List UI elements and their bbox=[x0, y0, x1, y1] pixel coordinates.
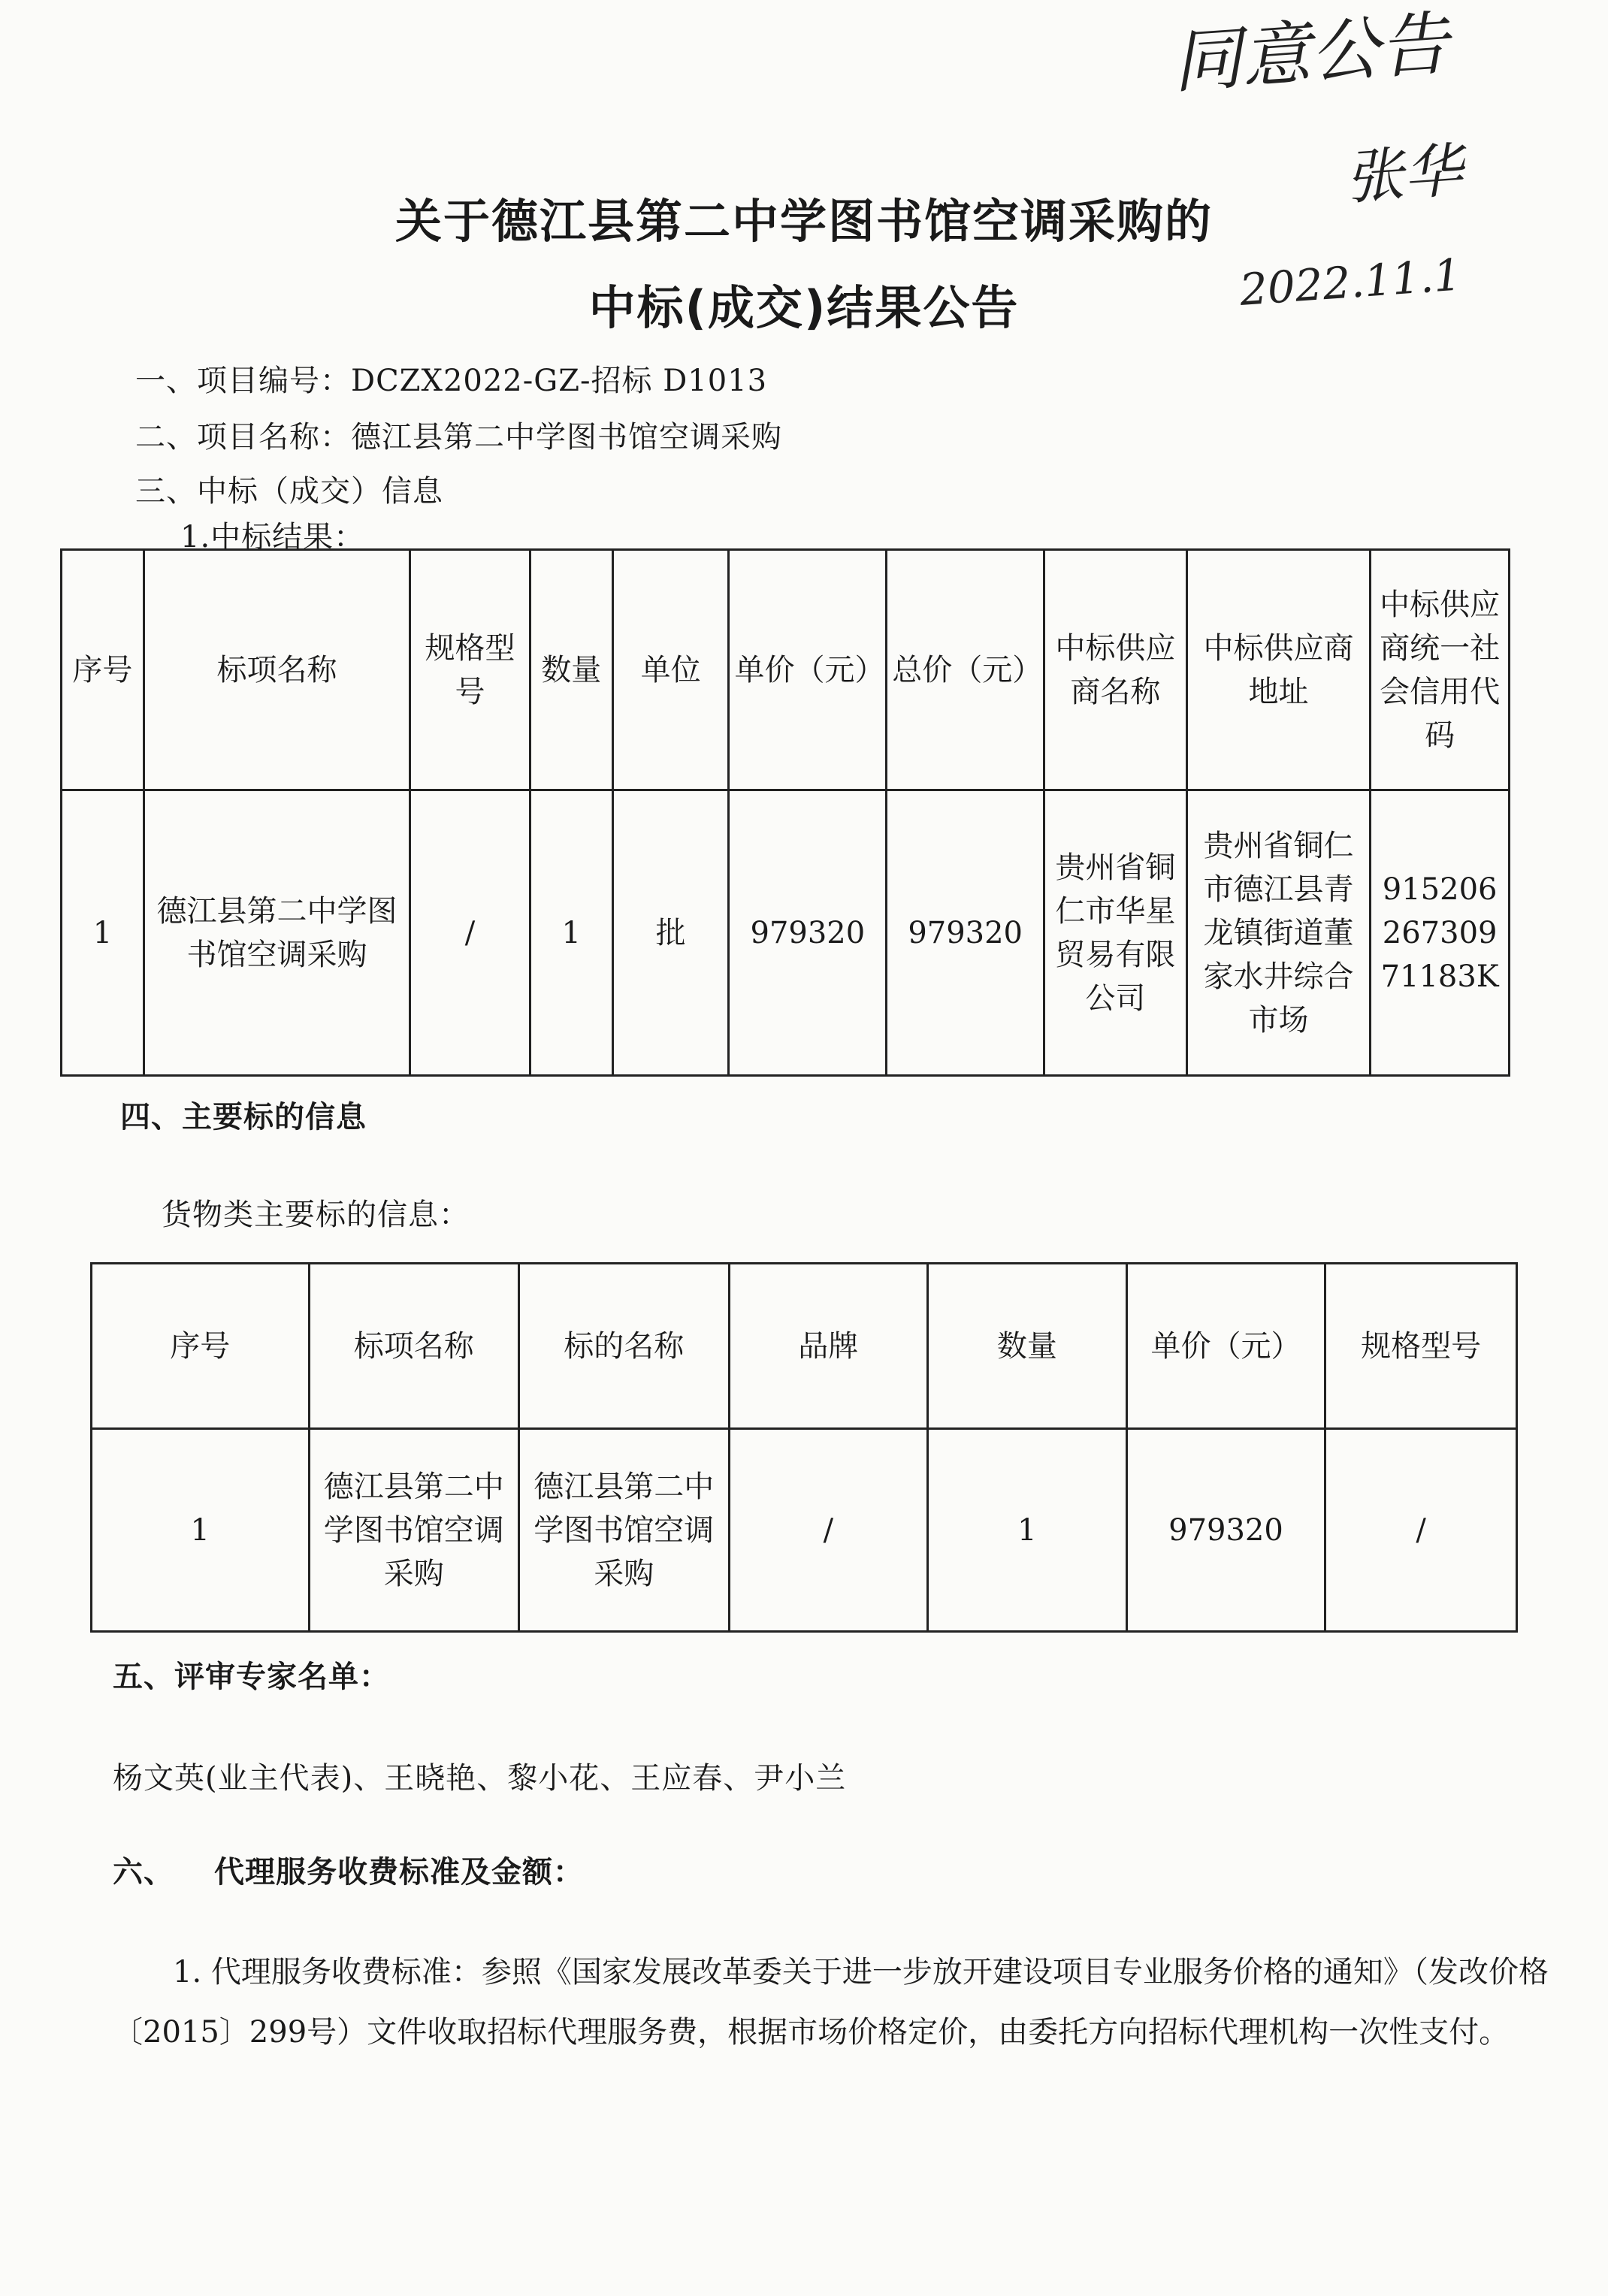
main-subject-table bbox=[90, 1262, 1518, 1633]
header-cell: 数量 bbox=[530, 550, 612, 790]
header-cell: 标的名称 bbox=[519, 1264, 730, 1429]
header-cell: 总价（元） bbox=[887, 550, 1044, 790]
table-header-row bbox=[92, 1264, 1517, 1429]
handwritten-note: 同意公告 bbox=[1169, 3, 1452, 103]
header-cell: 中标供应商地址 bbox=[1186, 550, 1371, 790]
table-cell: 德江县第二中学图书馆空调采购 bbox=[144, 790, 410, 1076]
page-title-line2: 中标(成交)结果公告 bbox=[588, 280, 1020, 335]
table-cell: / bbox=[410, 790, 530, 1076]
table-cell: 贵州省铜仁市德江县青龙镇街道董家水井综合市场 bbox=[1186, 790, 1371, 1076]
project-name: 二、项目名称：德江县第二中学图书馆空调采购 bbox=[135, 420, 782, 455]
project-number: 一、项目编号：DCZX2022-GZ-招标 D1013 bbox=[135, 364, 768, 398]
table-header-row bbox=[62, 550, 1510, 790]
handwritten-date: 2022.11.1 bbox=[1238, 249, 1463, 316]
header-cell: 序号 bbox=[92, 1264, 310, 1429]
header-cell: 中标供应商名称 bbox=[1044, 550, 1187, 790]
table-cell: 德江县第二中学图书馆空调采购 bbox=[309, 1429, 519, 1632]
table-cell: / bbox=[729, 1429, 928, 1632]
header-cell: 标项名称 bbox=[309, 1264, 519, 1429]
table-cell: 批 bbox=[612, 790, 729, 1076]
header-cell: 规格型号 bbox=[410, 550, 530, 790]
header-cell: 中标供应商统一社会信用代码 bbox=[1371, 550, 1510, 790]
table-cell: 1 bbox=[92, 1429, 310, 1632]
header-cell: 单价（元） bbox=[729, 550, 887, 790]
table-cell: 979320 bbox=[729, 790, 887, 1076]
table-cell: 1 bbox=[62, 790, 144, 1076]
table-cell: / bbox=[1325, 1429, 1517, 1632]
fee-standard-paragraph: 1. 代理服务收费标准：参照《国家发展改革委关于进一步放开建设项目专业服务价格的通知》（发改价格〔2015〕299号）文件收取招标代理服务费，根据市场价格定价，由委托方向招标代理机构一次性支付。 bbox=[113, 1955, 1549, 2050]
result-label: 1.中标结果： bbox=[180, 520, 365, 554]
table-cell: 贵州省铜仁市华星贸易有限公司 bbox=[1044, 790, 1187, 1076]
handwritten-signature: 张华 bbox=[1343, 137, 1465, 213]
winning-bid-table bbox=[60, 548, 1510, 1077]
table-cell: 979320 bbox=[887, 790, 1044, 1076]
table-cell: 德江县第二中学图书馆空调采购 bbox=[519, 1429, 730, 1632]
header-cell: 品牌 bbox=[729, 1264, 928, 1429]
header-cell: 单位 bbox=[612, 550, 729, 790]
goods-label: 货物类主要标的信息： bbox=[162, 1198, 470, 1232]
table-cell: 979320 bbox=[1126, 1429, 1325, 1632]
table-row bbox=[92, 1429, 1517, 1632]
table-row bbox=[62, 790, 1510, 1076]
table-cell: 1 bbox=[928, 1429, 1127, 1632]
section-6-heading: 代理服务收费标准及金额： bbox=[214, 1855, 584, 1890]
header-cell: 序号 bbox=[62, 550, 144, 790]
header-cell: 规格型号 bbox=[1325, 1264, 1517, 1429]
header-cell: 单价（元） bbox=[1126, 1264, 1325, 1429]
page-title-line1: 关于德江县第二中学图书馆空调采购的 bbox=[394, 194, 1213, 249]
section-4-heading: 四、主要标的信息 bbox=[120, 1100, 367, 1134]
section-5-heading: 五、评审专家名单： bbox=[113, 1660, 390, 1694]
table-cell: 1 bbox=[530, 790, 612, 1076]
header-cell: 标项名称 bbox=[144, 550, 410, 790]
section-3-heading: 三、中标（成交）信息 bbox=[135, 474, 443, 509]
expert-list: 杨文英(业主代表)、王晓艳、黎小花、王应春、尹小兰 bbox=[113, 1761, 847, 1796]
table-cell: 91520626730971183K bbox=[1371, 790, 1510, 1076]
section-6-number: 六、 bbox=[113, 1855, 174, 1890]
header-cell: 数量 bbox=[928, 1264, 1127, 1429]
